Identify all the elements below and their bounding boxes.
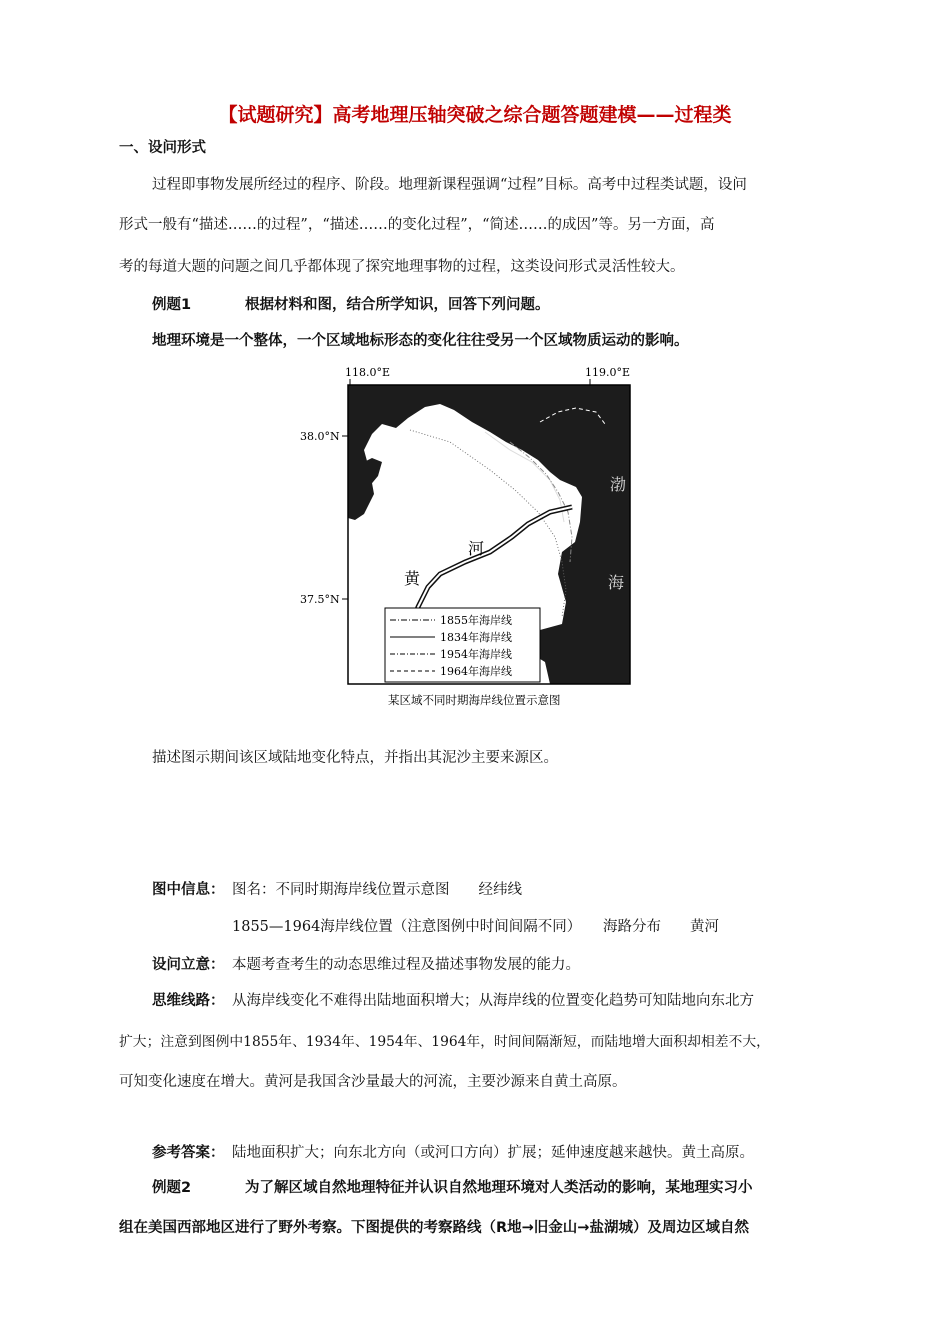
legend-label-1954: 1954年海岸线 xyxy=(440,648,512,661)
lat-label-top: 38.0°N xyxy=(300,430,340,443)
thinking-line-1: 从海岸线变化不难得出陆地面积增大；从海岸线的位置变化趋势可知陆地向东北方 xyxy=(232,993,754,1009)
lat-label-bottom: 37.5°N xyxy=(300,593,340,606)
lon-label-left: 118.0°E xyxy=(345,366,391,379)
example1-prompt: 根据材料和图，结合所学知识，回答下列问题。 xyxy=(245,297,550,313)
document-title: 【试题研究】高考地理压轴突破之综合题答题建模——过程类 xyxy=(218,104,732,126)
info-line-2: 1855—1964海岸线位置（注意图例中时间间隔不同） 海路分布 黄河 xyxy=(232,919,720,935)
answer-text: 陆地面积扩大；向东北方向（或河口方向）扩展；延伸速度越来越快。黄土高原。 xyxy=(232,1145,754,1161)
section-heading: 一、设问形式 xyxy=(119,140,206,156)
legend-label-1964: 1964年海岸线 xyxy=(440,665,512,678)
example1-question: 描述图示期间该区域陆地变化特点，并指出其泥沙主要来源区。 xyxy=(152,750,558,766)
example1-label: 例题1 xyxy=(152,297,192,313)
thinking-line-2: 扩大；注意到图例中1855年、1934年、1954年、1964年，时间间隔渐短，而陆地增大面积却相差不大， xyxy=(119,1034,770,1050)
intro-line-2: 形式一般有“描述……的过程”，“描述……的变化过程”，“简述……的成因”等。另一方面，高 xyxy=(119,217,715,233)
legend-label-1834: 1834年海岸线 xyxy=(440,631,512,644)
example2-line-1: 为了解区域自然地理特征并认识自然地理环境对人类活动的影响，某地理实习小 xyxy=(245,1180,753,1196)
example2-label: 例题2 xyxy=(152,1180,192,1196)
sea-name-char-2: 海 xyxy=(608,573,625,592)
legend-label-1855: 1855年海岸线 xyxy=(440,614,512,627)
example1-material: 地理环境是一个整体，一个区域地标形态的变化往往受另一个区域物质运动的影响。 xyxy=(152,333,689,349)
sea-name-char-1: 渤 xyxy=(610,475,627,494)
intent-label: 设问立意： xyxy=(152,957,225,973)
map-caption: 某区域不同时期海岸线位置示意图 xyxy=(388,693,561,707)
thinking-line-3: 可知变化速度在增大。黄河是我国含沙量最大的河流，主要沙源来自黄土高原。 xyxy=(119,1074,627,1090)
thinking-label: 思维线路： xyxy=(152,993,225,1009)
intro-line-3: 考的每道大题的问题之间几乎都体现了探究地理事物的过程，这类设问形式灵活性较大。 xyxy=(119,259,685,275)
example2-line-2: 组在美国西部地区进行了野外考察。下图提供的考察路线（R地→旧金山→盐湖城）及周边区域自然 xyxy=(119,1220,749,1236)
intent-text: 本题考查考生的动态思维过程及描述事物发展的能力。 xyxy=(232,957,580,973)
coastline-map xyxy=(300,362,650,712)
answer-label: 参考答案： xyxy=(152,1145,225,1161)
info-label: 图中信息： xyxy=(152,882,225,898)
river-name-char-2: 黄 xyxy=(404,569,421,588)
info-line-1: 图名：不同时期海岸线位置示意图 经纬线 xyxy=(232,882,522,898)
intro-line-1: 过程即事物发展所经过的程序、阶段。地理新课程强调“过程”目标。高考中过程类试题，设问 xyxy=(152,177,747,193)
coastline-map-figure xyxy=(300,362,650,712)
river-name-char-1: 河 xyxy=(468,539,485,558)
lon-label-right: 119.0°E xyxy=(585,366,631,379)
